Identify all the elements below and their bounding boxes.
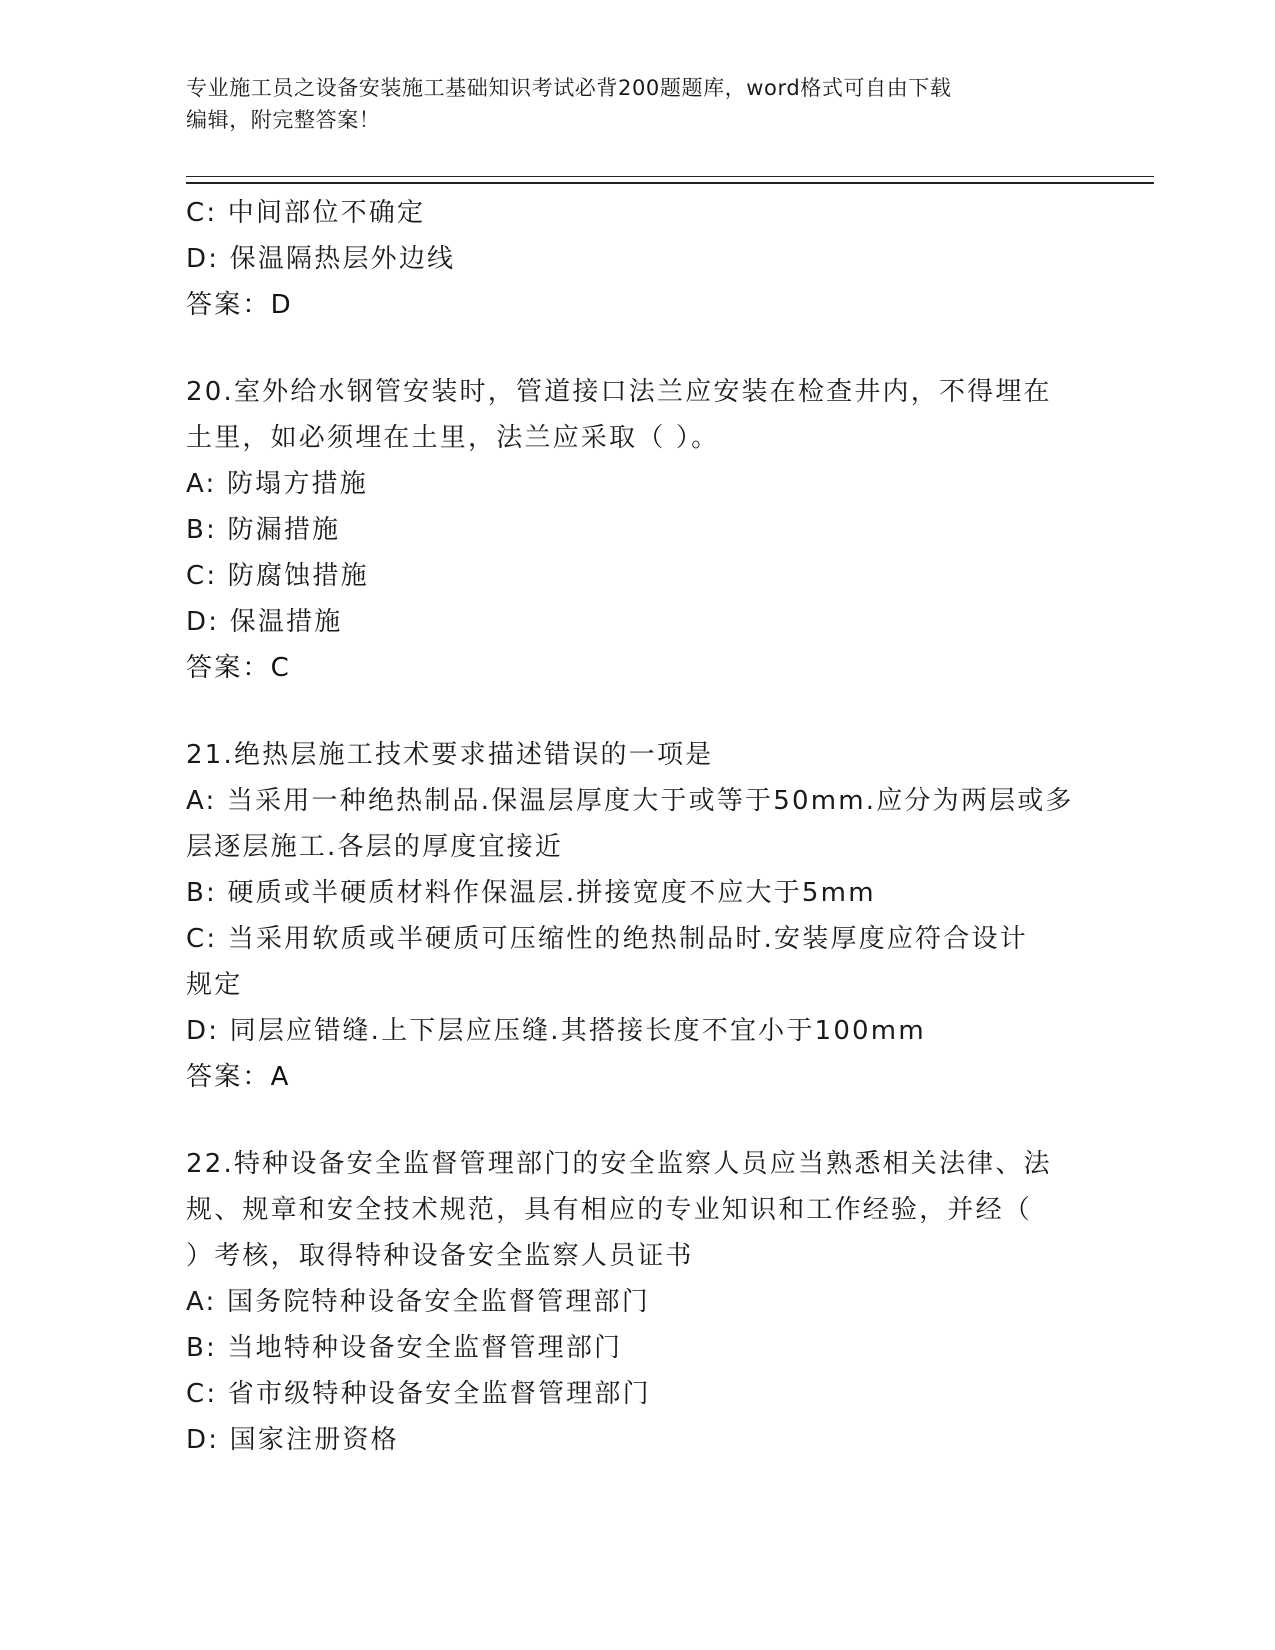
question-20 (186, 369, 1146, 691)
option-c: C: 防腐蚀措施 (186, 561, 369, 591)
spacer (186, 328, 1146, 369)
header-title-line-2: 编辑，附完整答案！ (186, 108, 381, 132)
option-d: D: 保温措施 (186, 607, 343, 637)
answer: 答案：D (186, 290, 293, 320)
option-d: D: 同层应错缝.上下层应压缝.其搭接长度不宜小于100mm (186, 1016, 926, 1046)
option-b: B: 防漏措施 (186, 515, 341, 545)
question-stem-line: ）考核，取得特种设备安全监察人员证书 (186, 1241, 694, 1271)
header-divider-thick (186, 182, 1154, 184)
document-header (186, 72, 1066, 136)
question-22 (186, 1141, 1146, 1463)
question-content (186, 190, 1146, 1463)
spacer (186, 691, 1146, 732)
option-a: A: 国务院特种设备安全监督管理部门 (186, 1287, 650, 1317)
option-c-continued: 规定 (186, 970, 243, 1000)
option-c: C: 中间部位不确定 (186, 198, 426, 228)
question-stem-line: 21.绝热层施工技术要求描述错误的一项是 (186, 740, 714, 770)
option-c: C: 当采用软质或半硬质可压缩性的绝热制品时.安装厚度应符合设计 (186, 924, 1028, 954)
answer: 答案：A (186, 1062, 291, 1092)
question-21 (186, 732, 1146, 1100)
option-c: C: 省市级特种设备安全监督管理部门 (186, 1379, 651, 1409)
question-stem-line: 规、规章和安全技术规范，具有相应的专业知识和工作经验，并经（ (186, 1195, 1033, 1225)
option-d: D: 国家注册资格 (186, 1425, 399, 1455)
question-stem-line: 22.特种设备安全监督管理部门的安全监察人员应当熟悉相关法律、法 (186, 1149, 1052, 1179)
header-divider-thin (186, 176, 1154, 177)
spacer (186, 1100, 1146, 1141)
option-b: B: 当地特种设备安全监督管理部门 (186, 1333, 623, 1363)
question-stem-line: 20.室外给水钢管安装时，管道接口法兰应安装在检查井内，不得埋在 (186, 377, 1052, 407)
header-title-line-1: 专业施工员之设备安装施工基础知识考试必背200题题库，word格式可自由下载 (186, 76, 952, 100)
option-b: B: 硬质或半硬质材料作保温层.拼接宽度不应大于5mm (186, 878, 876, 908)
option-a-continued: 层逐层施工.各层的厚度宜接近 (186, 832, 564, 862)
question-stem-line: 土里，如必须埋在土里，法兰应采取（ ）。 (186, 423, 720, 453)
option-a: A: 当采用一种绝热制品.保温层厚度大于或等于50mm.应分为两层或多 (186, 786, 1074, 816)
option-d: D: 保温隔热层外边线 (186, 244, 456, 274)
option-a: A: 防塌方措施 (186, 469, 368, 499)
answer: 答案：C (186, 653, 291, 683)
